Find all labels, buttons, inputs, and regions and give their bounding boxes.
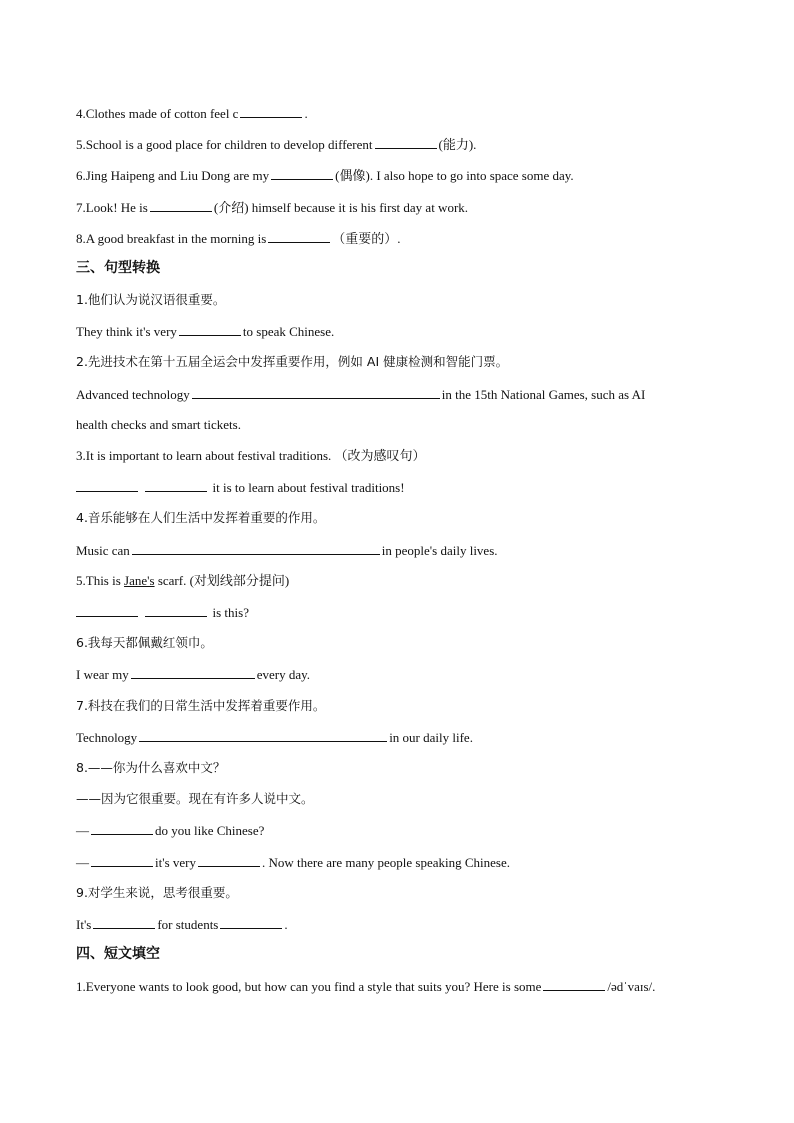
answer-blank[interactable] xyxy=(220,916,282,929)
question-text: 4.Clothes made of cotton feel c xyxy=(76,106,239,121)
s3-q4-english: Music can in people's daily lives. xyxy=(76,543,498,558)
exercise-7 xyxy=(76,199,468,216)
section-heading-sentence-transformation: 三、句型转换 xyxy=(76,260,160,276)
exercise-4 xyxy=(76,105,308,122)
answer-blank[interactable] xyxy=(271,167,333,180)
question-text: 5.School is a good place for children to develop different xyxy=(76,137,373,152)
s3-q4-chinese: 4.音乐能够在人们生活中发挥着重要的作用。 xyxy=(76,510,326,525)
s3-q6-chinese: 6.我每天都佩戴红领巾。 xyxy=(76,635,213,650)
answer-blank[interactable] xyxy=(131,666,255,679)
answer-blank[interactable] xyxy=(76,479,138,492)
answer-blank[interactable] xyxy=(139,729,387,742)
answer-blank[interactable] xyxy=(91,854,153,867)
s3-q6-english: I wear my every day. xyxy=(76,667,310,682)
s3-q2-english: Advanced technology in the 15th National Games, such as AI xyxy=(76,387,646,402)
question-text: (能力). xyxy=(438,137,477,152)
s3-q8-chinese-b: ——因为它很重要。现在有许多人说中文。 xyxy=(76,791,314,806)
s3-q9-chinese: 9.对学生来说，思考很重要。 xyxy=(76,885,238,900)
s3-q7-english: Technology in our daily life. xyxy=(76,730,473,745)
section-heading-passage-fill: 四、短文填空 xyxy=(76,946,160,962)
s3-q3-answer: it is to learn about festival traditions! xyxy=(76,479,405,496)
question-text: 6.Jing Haipeng and Liu Dong are my xyxy=(76,168,270,183)
answer-blank[interactable] xyxy=(179,323,241,336)
question-text: 7.Look! He is xyxy=(76,200,148,215)
question-text: 8.A good breakfast in the morning is xyxy=(76,231,267,246)
question-text: (介绍) himself because it is his first day at work. xyxy=(213,200,469,215)
answer-blank[interactable] xyxy=(91,822,153,835)
answer-blank[interactable] xyxy=(192,386,440,399)
s3-q2-chinese: 2.先进技术在第十五届全运会中发挥重要作用，例如 AI 健康检测和智能门票。 xyxy=(76,354,509,369)
s3-q7-chinese: 7.科技在我们的日常生活中发挥着重要作用。 xyxy=(76,698,326,713)
s3-q5-prompt: 5.This is Jane's scarf. (对划线部分提问) xyxy=(76,573,290,588)
answer-blank[interactable] xyxy=(76,604,138,617)
s3-q3-prompt: 3.It is important to learn about festival traditions. （改为感叹句） xyxy=(76,448,426,463)
question-text: （重要的）. xyxy=(332,231,401,246)
exercise-8 xyxy=(76,230,401,247)
answer-blank[interactable] xyxy=(268,230,330,243)
question-text: . xyxy=(304,106,308,121)
exercise-5 xyxy=(76,136,476,153)
s3-q2-english-cont: health checks and smart tickets. xyxy=(76,417,241,432)
answer-blank[interactable] xyxy=(132,542,380,555)
answer-blank[interactable] xyxy=(543,978,605,991)
s3-q8-english-a: — do you like Chinese? xyxy=(76,823,265,838)
answer-blank[interactable] xyxy=(93,916,155,929)
s4-q1: 1.Everyone wants to look good, but how can you find a style that suits you? Here is some /ədˈvaɪs/. xyxy=(76,979,656,994)
s3-q5-answer: is this? xyxy=(76,604,249,621)
exercise-6 xyxy=(76,167,574,184)
answer-blank[interactable] xyxy=(145,479,207,492)
answer-blank[interactable] xyxy=(150,199,212,212)
s3-q1-chinese: 1.他们认为说汉语很重要。 xyxy=(76,292,226,307)
s3-q8-english-b: — it's very . Now there are many people speaking Chinese. xyxy=(76,855,510,870)
answer-blank[interactable] xyxy=(145,604,207,617)
s3-q8-chinese-a: 8.——你为什么喜欢中文？ xyxy=(76,760,226,775)
question-text: (偶像). I also hope to go into space some day. xyxy=(335,168,574,183)
answer-blank[interactable] xyxy=(375,136,437,149)
answer-blank[interactable] xyxy=(198,854,260,867)
s3-q9-english: It's for students . xyxy=(76,917,288,932)
answer-blank[interactable] xyxy=(240,105,302,118)
underlined-word: Jane's xyxy=(124,573,155,588)
s3-q1-english: They think it's very to speak Chinese. xyxy=(76,324,335,339)
